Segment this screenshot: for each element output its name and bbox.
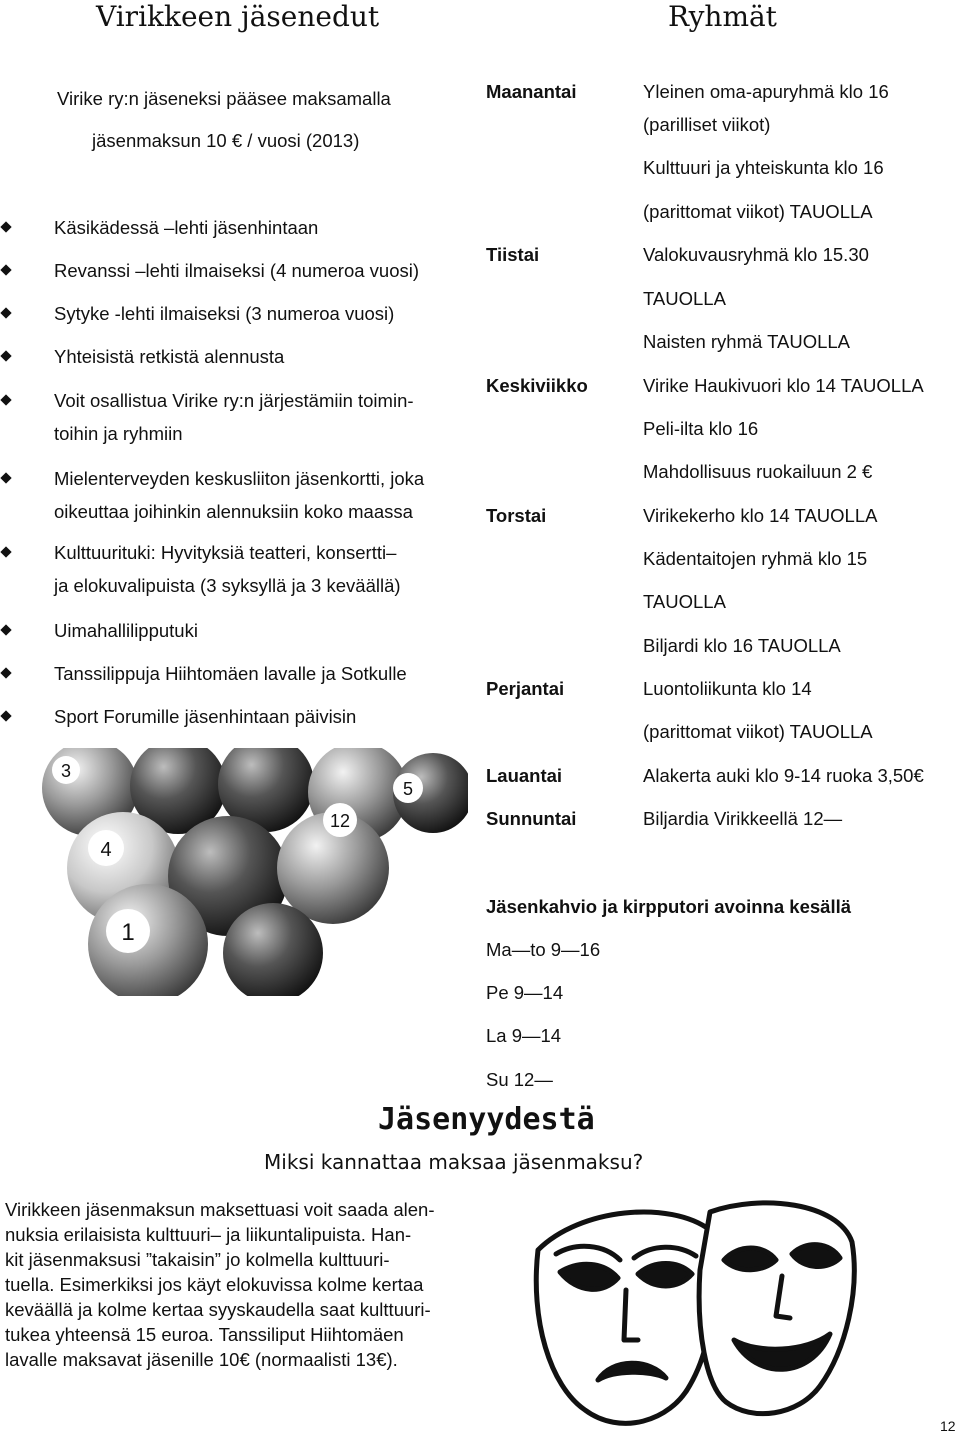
ball-number: 12 <box>329 811 351 831</box>
diamond-bullet-icon <box>0 307 11 318</box>
list-item-text: Sytyke -lehti ilmaiseksi (3 numeroa vuosi) <box>54 303 395 324</box>
list-item-text: Uimahallilipputuki <box>54 620 198 641</box>
diamond-bullet-icon <box>0 221 11 232</box>
membership-subtitle: Miksi kannattaa maksaa jäsenmaksu? <box>264 1150 644 1174</box>
right-heading: Ryhmät <box>668 0 777 33</box>
list-item-text: Voit osallistua Virike ry:n järjestämiin toimin- <box>54 390 414 411</box>
day-label: Perjantai <box>486 678 565 699</box>
tragedy-mask-icon <box>536 1212 713 1423</box>
schedule-entry: TAUOLLA <box>643 288 726 309</box>
schedule-entry: Peli-ilta klo 16 <box>643 418 759 439</box>
schedule-entry: TAUOLLA <box>643 591 726 612</box>
diamond-bullet-icon <box>0 264 11 275</box>
schedule-entry: (parittomat viikot) TAUOLLA <box>643 721 873 742</box>
paragraph-line: kit jäsenmaksusi ”takaisin” jo kolmella kulttuuri- <box>5 1249 390 1270</box>
schedule-entry: Virike Haukivuori klo 14 TAUOLLA <box>643 375 924 396</box>
day-label: Keskiviikko <box>486 375 588 396</box>
list-item-text: Kulttuurituki: Hyvityksiä teatteri, konsertti– <box>54 542 397 563</box>
list-item-text: Tanssilippuja Hiihtomäen lavalle ja Sotkulle <box>54 663 407 684</box>
paragraph-line: nuksia erilaisista kulttuuri– ja liikuntalipuista. Han- <box>5 1224 412 1245</box>
diamond-bullet-icon <box>0 394 11 405</box>
list-item-text: Revanssi –lehti ilmaiseksi (4 numeroa vuosi) <box>54 260 420 281</box>
diamond-bullet-icon <box>0 546 11 557</box>
day-label: Torstai <box>486 505 547 526</box>
diamond-bullet-icon <box>0 472 11 483</box>
schedule-entry: (parilliset viikot) <box>643 114 771 135</box>
intro-line-2: jäsenmaksun 10 € / vuosi (2013) <box>92 130 360 151</box>
cafe-hours: La 9—14 <box>486 1025 562 1046</box>
ball-number: 4 <box>100 839 112 861</box>
paragraph-line: keväällä ja kolme kertaa syyskaudella saat kulttuuri- <box>5 1299 431 1320</box>
diamond-bullet-icon <box>0 710 11 721</box>
billiard-balls-illustration <box>28 748 468 996</box>
ball-number: 3 <box>60 761 72 781</box>
cafe-title: Jäsenkahvio ja kirpputori avoinna kesällä <box>486 896 852 917</box>
schedule-entry: Luontoliikunta klo 14 <box>643 678 812 699</box>
membership-paragraph <box>5 1197 475 1372</box>
schedule-entry: Mahdollisuus ruokailuun 2 € <box>643 461 873 482</box>
schedule-entry: Alakerta auki klo 9-14 ruoka 3,50€ <box>643 765 924 786</box>
diamond-bullet-icon <box>0 624 11 635</box>
paragraph-line: Virikkeen jäsenmaksun maksettuasi voit saada alen- <box>5 1199 435 1220</box>
list-item-text-cont: toihin ja ryhmiin <box>54 423 183 444</box>
day-label: Lauantai <box>486 765 563 786</box>
schedule-entry: Valokuvausryhmä klo 15.30 <box>643 244 869 265</box>
list-item-text: Sport Forumille jäsenhintaan päivisin <box>54 706 357 727</box>
left-heading: Virikkeen jäsenedut <box>96 0 380 33</box>
ball-number: 1 <box>121 919 135 946</box>
list-item-text-cont: ja elokuvalipuista (3 syksyllä ja 3 keväällä) <box>54 575 401 596</box>
paragraph-line: lavalle maksavat jäsenille 10€ (normaalisti 13€). <box>5 1349 398 1370</box>
day-label: Tiistai <box>486 244 540 265</box>
list-item-text-cont: oikeuttaa joihinkin alennuksiin koko maassa <box>54 501 413 522</box>
day-label: Sunnuntai <box>486 808 577 829</box>
schedule-entry: Naisten ryhmä TAUOLLA <box>643 331 851 352</box>
day-label: Maanantai <box>486 81 577 102</box>
schedule-entry: Virikekerho klo 14 TAUOLLA <box>643 505 878 526</box>
membership-title: Jäsenyydestä <box>378 1102 595 1137</box>
schedule-entry: Biljardia Virikkeellä 12— <box>643 808 843 829</box>
schedule-entry: Biljardi klo 16 TAUOLLA <box>643 635 841 656</box>
schedule-entry: Yleinen oma-apuryhmä klo 16 <box>643 81 889 102</box>
list-item-text: Mielenterveyden keskusliiton jäsenkortti, joka <box>54 468 425 489</box>
schedule-entry: Kulttuuri ja yhteiskunta klo 16 <box>643 157 884 178</box>
schedule-entry: (parittomat viikot) TAUOLLA <box>643 201 873 222</box>
paragraph-line: tuella. Esimerkiksi jos käyt elokuvissa kolme kertaa <box>5 1274 424 1295</box>
diamond-bullet-icon <box>0 350 11 361</box>
cafe-hours: Pe 9—14 <box>486 982 564 1003</box>
diamond-bullet-icon <box>0 667 11 678</box>
intro-line-1: Virike ry:n jäseneksi pääsee maksamalla <box>57 88 391 109</box>
cafe-hours: Ma—to 9—16 <box>486 939 601 960</box>
ball-number: 5 <box>402 779 414 799</box>
theatre-masks-illustration <box>520 1190 860 1440</box>
page-number: 12 <box>940 1418 956 1434</box>
paragraph-line: tukea yhteensä 15 euroa. Tanssiliput Hiihtomäen <box>5 1324 404 1345</box>
comedy-mask-icon <box>699 1203 854 1414</box>
schedule-entry: Kädentaitojen ryhmä klo 15 <box>643 548 868 569</box>
list-item-text: Yhteisistä retkistä alennusta <box>54 346 285 367</box>
list-item-text: Käsikädessä –lehti jäsenhintaan <box>54 217 319 238</box>
cafe-hours: Su 12— <box>486 1069 553 1090</box>
